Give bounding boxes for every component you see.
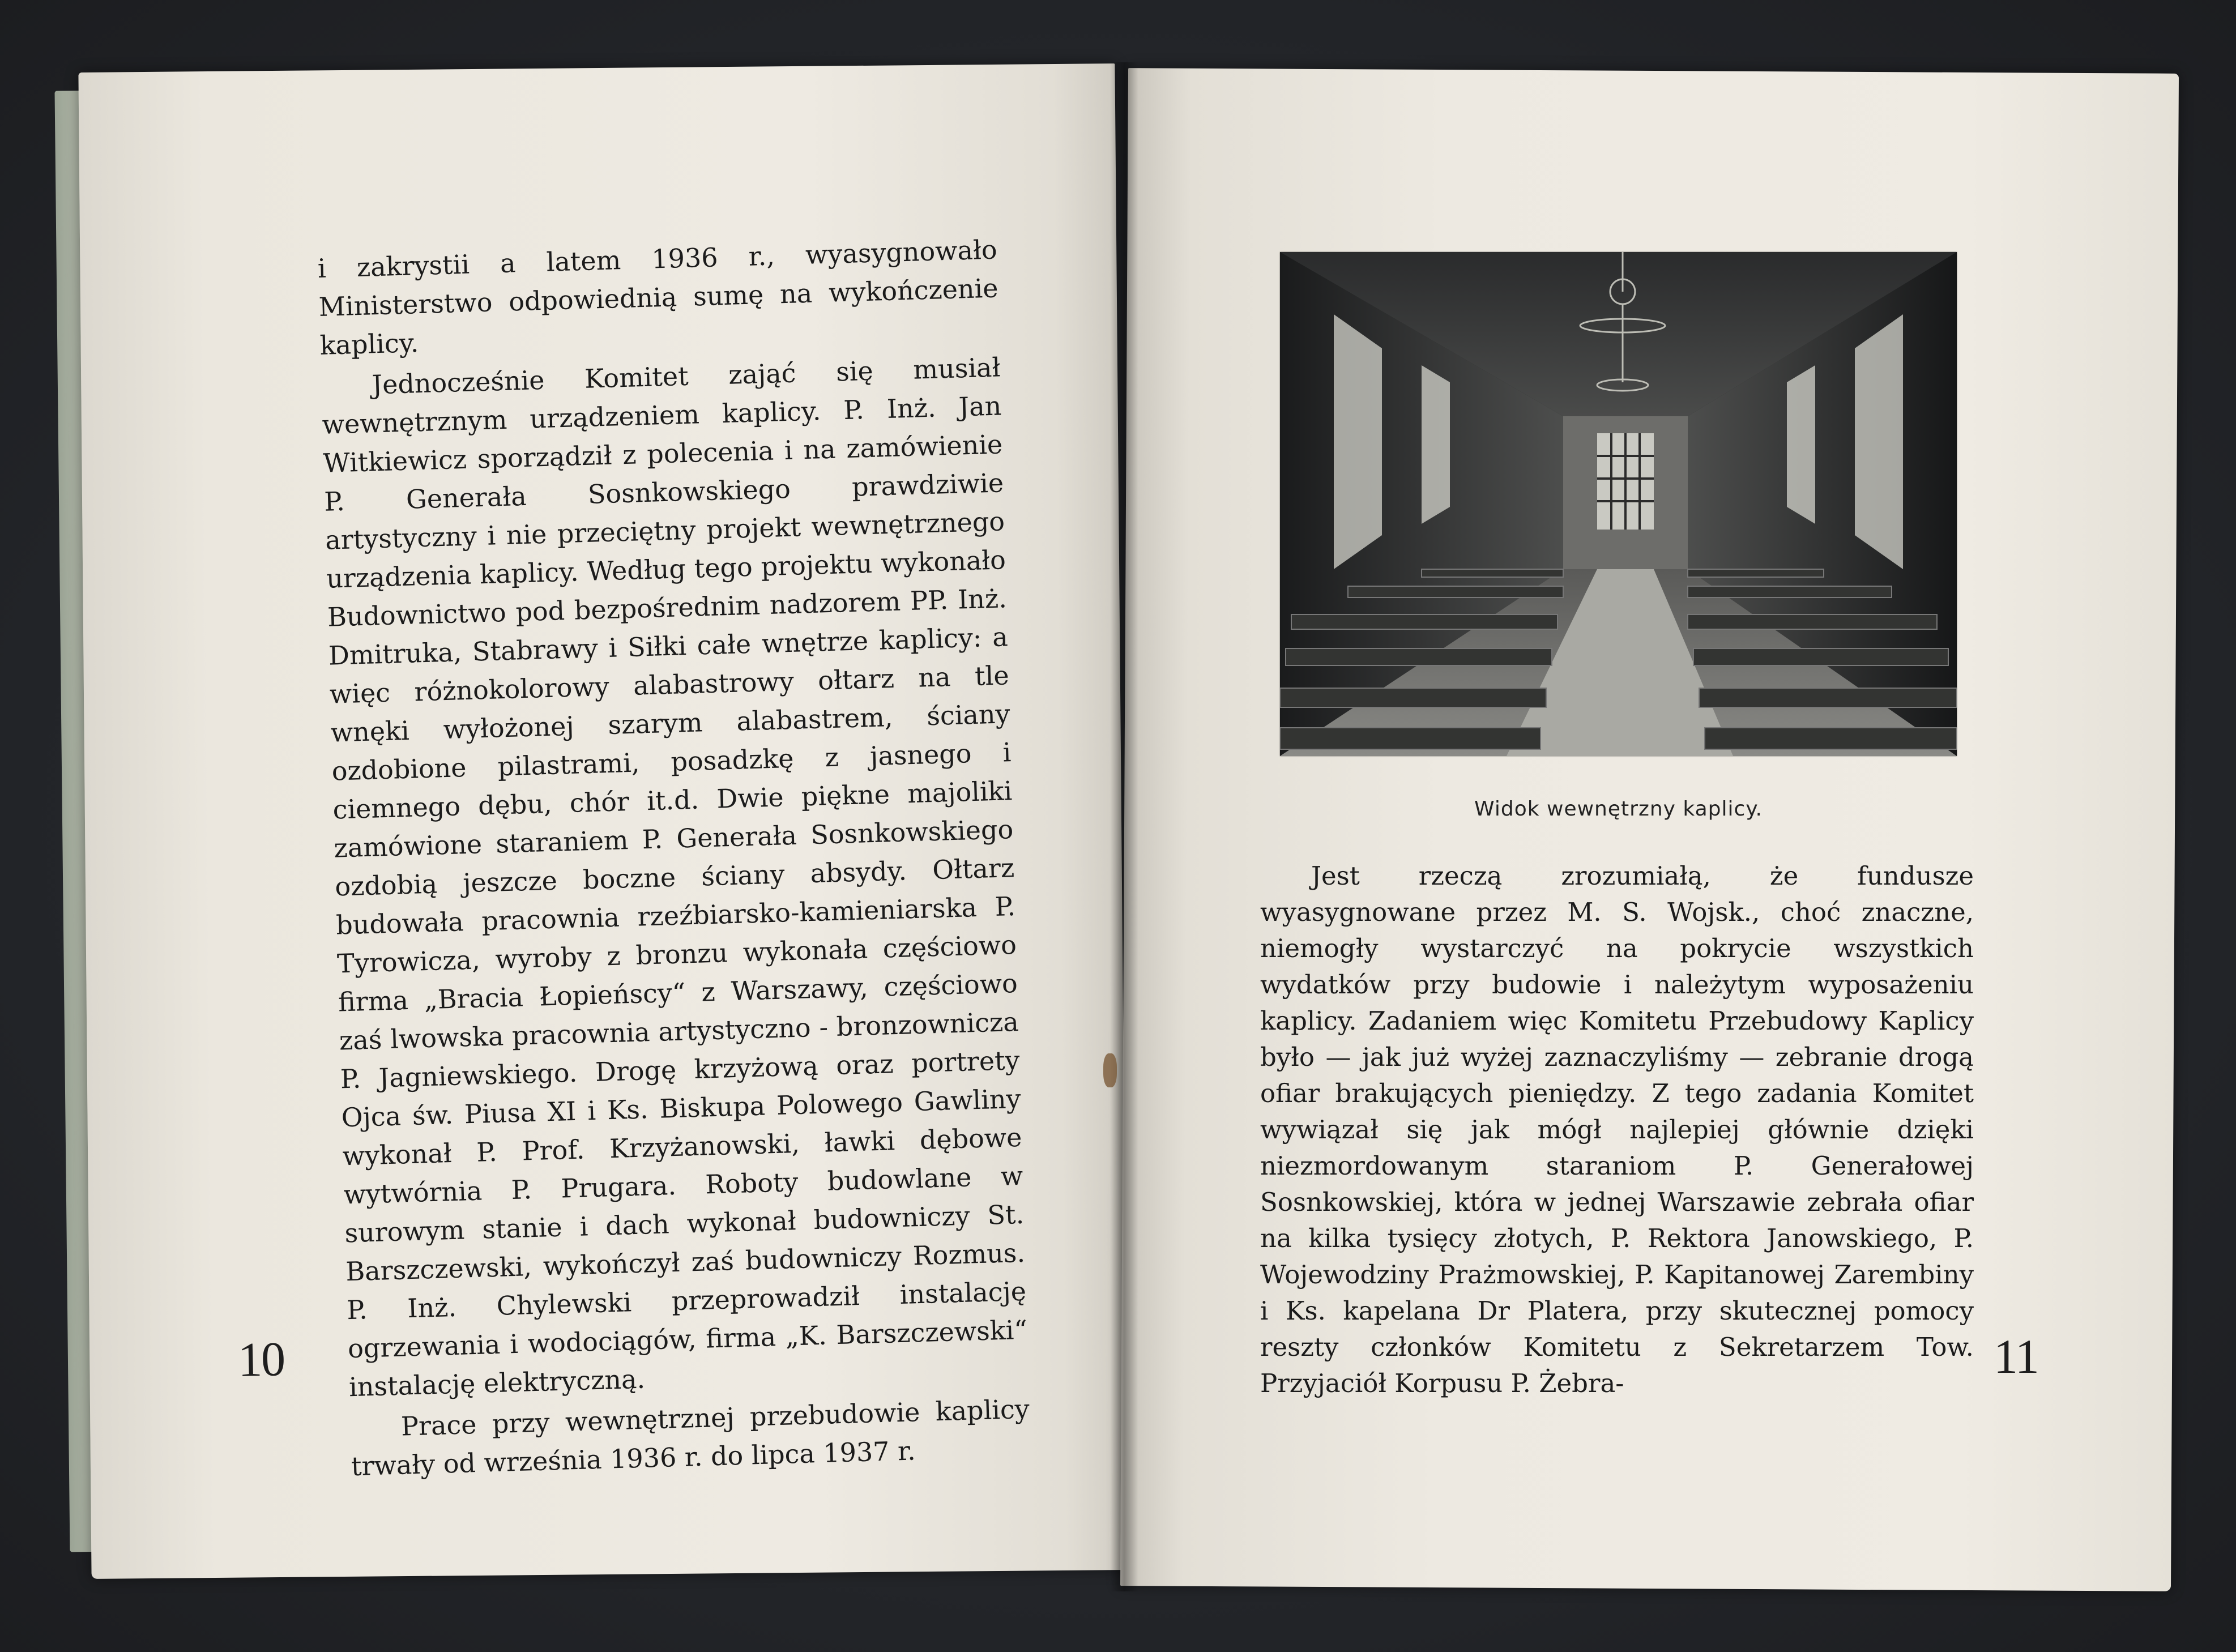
staple-rust-stain [1103,1053,1117,1087]
right-paragraph-1: Jest rzeczą zrozumiałą, że fundusze wyasygnowane przez M. S. Wojsk., choć znaczne, niemogły wystarczyć na pokrycie wszystkich wydatków przy budowie i należytym wyposażeniu kaplicy. Zadaniem więc Komitetu Przebudowy Kaplicy było — jak już wyżej zaznaczyliśmy — zebranie drogą ofiar brakujących pieniędzy. Z tego zadania Komitet wywiązał się jak mógł najlepiej głównie dzięki niezmordowanym staraniom P. Generałowej Sosnkowskiej, która w jednej Warszawie zebrała ofiar na kilka tysięcy złotych, P. Rektora Janowskiego, P. Wojewodziny Prażmowskiej, P. Kapitanowej Zarembiny i Ks. kapelana Dr Platera, przy skutecznej pomocy reszty członków Komitetu z Sekretarzem Tow. Przyjaciół Korpusu P. Żebra- [1260,861,1974,1398]
chapel-interior-illustration [1280,252,1957,756]
page-number-right: 11 [1994,1329,2038,1384]
left-paragraph-2: Jednocześnie Komitet zająć się musiał wewnętrznym urządzeniem kaplicy. P. Inż. Jan Witkiewicz sporządził z polecenia i na zamówienie P. Generała Sosnkowskiego prawdziwie artystyczny i nie przeciętny projekt wewnętrznego urządzenia kaplicy. Według tego projektu wykonało Budownictwo pod bezpośrednim nadzorem PP. Inż. Dmitruka, Stabrawy i Siłki całe wnętrze kaplicy: a więc różnokolorowy alabastrowy ołtarz na tle wnęki wyłożonej szarym alabastrem, ściany ozdobione pilastrami, posadzkę z jasnego i ciemnego dębu, chór it.d. Dwie piękne majoliki zamówione staraniem P. Generała Sosnkowskiego ozdobią jeszcze boczne ściany absydy. Ołtarz budowała pracownia rzeźbiarsko-kamieniarska P. Tyrowicza, wyroby z bronzu wykonała częściowo firma „Bracia Łopieńscy“ z Warszawy, częściowo zaś lwowska pracownia artystyczno - bronzownicza P. Jagniewskiego. Drogę krzyżową oraz portrety Ojca św. Piusa XI i Ks. Biskupa Polowego Gawliny wykonał P. Prof. Krzyżanowski, ławki dębowe wytwórnia P. Prugara. Roboty budowlane w surowym stanie i dach wykonał budowniczy St. Barszczewski, wykończył zaś budowniczy Rozmus. P. Inż. Chylewski przeprowadził instalację ogrzewania i wodociągów, firma „K. Barszczewski“ instalację elektryczną. [321,352,1028,1403]
book-gutter [1110,62,1138,1591]
left-paragraph-3: Prace przy wewnętrznej przebudowie kaplicy trwały od września 1936 r. do lipca 1937 r. [351,1393,1030,1482]
page-number-left: 10 [237,1331,285,1387]
right-page-text [1260,858,1974,1402]
chapel-interior-photo [1280,252,1957,756]
left-page-text [317,230,1031,1485]
left-paragraph-1: i zakrystii a latem 1936 r., wyasygnowało Ministerstwo odpowiednią sumę na wykończenie kaplicy. [317,234,999,361]
photo-caption: Widok wewnętrzny kaplicy. [1474,797,1763,821]
